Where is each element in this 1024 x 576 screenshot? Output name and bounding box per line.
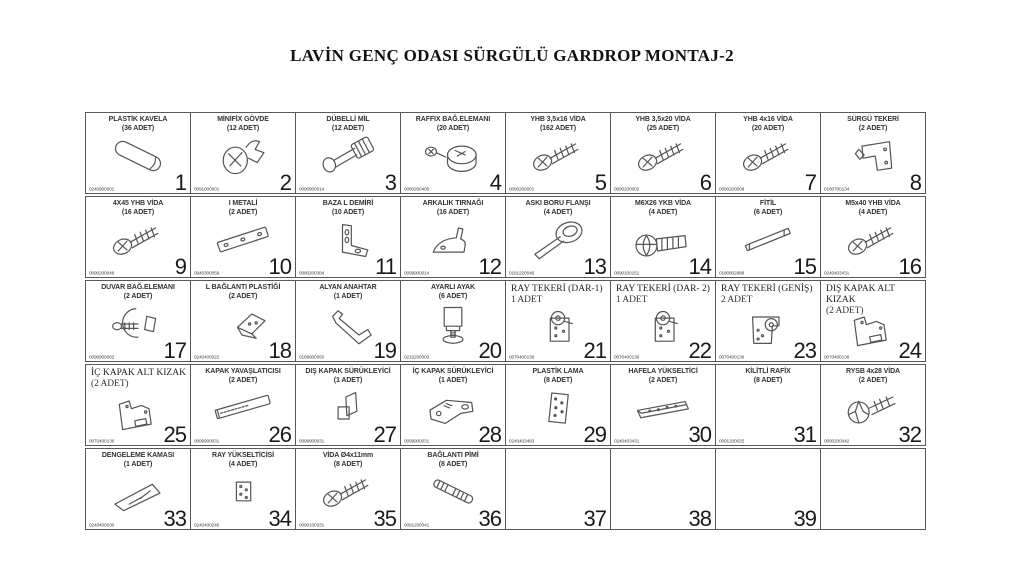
part-name: BAZA L DEMİRİ [322, 200, 374, 207]
cell-number: 5 [594, 170, 606, 195]
part-code: 0240400030 [89, 523, 115, 528]
part-code: 0070400136 [824, 355, 850, 360]
part-cell-30 [610, 364, 716, 446]
cell-number: 26 [268, 422, 291, 447]
part-name: ASKI BORU FLANŞI [525, 200, 591, 207]
part-quantity: (4 ADET) [543, 208, 573, 216]
cell-number: 27 [373, 422, 396, 447]
part-code: 0240400022 [194, 355, 220, 360]
part-name: L BAĞLANTI PLASTİĞİ [205, 284, 281, 291]
part-name: DIŞ KAPAK ALT KIZAK [826, 284, 895, 305]
none-icon [821, 467, 925, 517]
part-code: 0090100331 [299, 523, 325, 528]
part-name: KİLİTLİ RAFİX [745, 368, 791, 375]
part-quantity: (8 ADET) [438, 460, 468, 468]
part-quantity: (6 ADET) [753, 208, 783, 216]
part-quantity: 1 ADET [616, 294, 648, 305]
cell-number: 9 [174, 254, 186, 279]
part-cell-26 [190, 364, 296, 446]
part-name: İÇ KAPAK SÜRÜKLEYİCİ [412, 368, 494, 375]
part-cell-19 [295, 280, 401, 362]
part-cell-28 [400, 364, 506, 446]
part-quantity: (8 ADET) [333, 460, 363, 468]
part-name: 4X45 YHB VİDA [112, 200, 164, 207]
parts-row [85, 112, 926, 194]
part-name: AYARLI AYAK [431, 284, 475, 291]
cell-number: 6 [699, 170, 711, 195]
part-name [611, 449, 715, 452]
part-name [821, 449, 925, 452]
part-cell-4 [400, 112, 506, 194]
part-code: 0070400136 [509, 355, 535, 360]
part-code: 0070400136 [719, 355, 745, 360]
part-cell-25 [85, 364, 191, 446]
part-cell-37 [505, 448, 611, 530]
part-quantity: (1 ADET) [333, 292, 363, 300]
cell-number: 25 [163, 422, 186, 447]
cell-number: 22 [688, 338, 711, 363]
part-quantity: (20 ADET) [751, 124, 785, 132]
part-cell-21 [505, 280, 611, 362]
part-name: KAPAK YAVAŞLATICISI [205, 368, 281, 375]
cell-number: 19 [373, 338, 396, 363]
part-name: DENGELEME KAMASI [101, 452, 175, 459]
part-cell-8 [820, 112, 926, 194]
cell-number: 1 [174, 170, 186, 195]
part-code: 0090200042 [824, 439, 850, 444]
cell-number: 3 [384, 170, 396, 195]
part-quantity: (1 ADET) [333, 376, 363, 384]
part-name: I METALİ [228, 200, 258, 207]
part-quantity: (4 ADET) [858, 208, 888, 216]
part-name [506, 449, 610, 452]
part-code: 0080200384 [299, 271, 325, 276]
part-code: 0070400136 [89, 439, 115, 444]
part-name: BAĞLANTI PİMİ [427, 452, 479, 459]
part-cell-34 [190, 448, 296, 530]
part-code: 0099900014 [404, 271, 430, 276]
page-title: LAVİN GENÇ ODASI SÜRGÜLÜ GARDROP MONTAJ-2 [290, 46, 734, 65]
part-name: YHB 3,5x20 VİDA [635, 116, 691, 123]
cell-number: 8 [909, 170, 921, 195]
part-cell-24 [820, 280, 926, 362]
part-code: 0099900031 [299, 439, 325, 444]
parts-row [85, 196, 926, 278]
cell-number: 18 [268, 338, 291, 363]
part-code: 0090900014 [299, 187, 325, 192]
part-code: 0240400246 [194, 523, 220, 528]
cell-number: 7 [804, 170, 816, 195]
part-code: 0091200025 [719, 439, 745, 444]
part-name: RAFFIX BAĞ.ELEMANI [415, 116, 491, 123]
parts-row [85, 280, 926, 362]
part-quantity: (16 ADET) [436, 208, 470, 216]
part-cell-31 [715, 364, 821, 446]
part-name: VİDA Ø4x11mm [322, 452, 374, 459]
cell-number: 30 [688, 422, 711, 447]
part-code: 0099900031 [194, 439, 220, 444]
part-cell-36 [400, 448, 506, 530]
cell-number: 39 [793, 506, 816, 531]
part-cell-16 [820, 196, 926, 278]
cell-number: 11 [375, 254, 396, 279]
part-cell-38 [610, 448, 716, 530]
part-cell-17 [85, 280, 191, 362]
part-name: DUVAR BAĞ.ELEMANI [101, 284, 175, 291]
part-name: YHB 3,5x16 VİDA [530, 116, 586, 123]
part-code: 0180700134 [824, 187, 850, 192]
part-cell-6 [610, 112, 716, 194]
part-quantity: (2 ADET) [228, 292, 258, 300]
part-quantity: (1 ADET) [123, 460, 153, 468]
cell-number: 34 [268, 506, 291, 531]
part-code: 0090200002 [614, 187, 640, 192]
part-code: 0091200041 [404, 523, 430, 528]
part-name: DIŞ KAPAK SÜRÜKLEYİCİ [305, 368, 391, 375]
part-cell-22 [610, 280, 716, 362]
part-name: YHB 4x16 VİDA [743, 116, 793, 123]
cell-number: 33 [163, 506, 186, 531]
part-cell-39 [715, 448, 821, 530]
part-cell-20 [400, 280, 506, 362]
part-cell-18 [190, 280, 296, 362]
part-quantity: 1 ADET [511, 294, 543, 305]
cell-number: 31 [793, 422, 816, 447]
part-quantity: (2 ADET) [228, 376, 258, 384]
part-cell-15 [715, 196, 821, 278]
cell-number: 24 [898, 338, 921, 363]
part-quantity: (162 ADET) [539, 124, 577, 132]
part-cell-7 [715, 112, 821, 194]
part-cell-10 [190, 196, 296, 278]
part-code: 0090100151 [614, 271, 640, 276]
cell-number: 35 [373, 506, 396, 531]
part-code: 0189900050 [299, 355, 325, 360]
part-cell-5 [505, 112, 611, 194]
part-quantity: 2 ADET [721, 294, 753, 305]
part-cell-13 [505, 196, 611, 278]
part-cell-14 [610, 196, 716, 278]
part-name: PLASTİK KAVELA [108, 116, 168, 123]
part-cell-1 [85, 112, 191, 194]
part-cell-9 [85, 196, 191, 278]
part-code: 0181220046 [509, 271, 535, 276]
part-code: 0099900031 [404, 439, 430, 444]
part-code: 0090200048 [89, 271, 115, 276]
part-code: 0070400136 [614, 355, 640, 360]
part-name: SÜRGÜ TEKERİ [847, 116, 899, 123]
part-name: RAY TEKERİ (DAR- 2) [616, 284, 710, 294]
cell-number: 28 [478, 422, 501, 447]
part-name: HAFELA YÜKSELTİCİ [628, 368, 698, 375]
part-code: 0240403483 [509, 439, 535, 444]
part-code: 0240403431 [824, 271, 850, 276]
part-quantity: (4 ADET) [228, 460, 258, 468]
part-quantity: (4 ADET) [648, 208, 678, 216]
part-quantity: (1 ADET) [438, 376, 468, 384]
part-name: DÜBELLİ MİL [326, 116, 370, 123]
cell-number: 10 [268, 254, 291, 279]
part-quantity: (2 ADET) [858, 376, 888, 384]
part-quantity: (2 ADET) [123, 292, 153, 300]
part-cell-32 [820, 364, 926, 446]
part-cell-23 [715, 280, 821, 362]
part-code: 0240900001 [89, 187, 115, 192]
part-quantity: (6 ADET) [438, 292, 468, 300]
part-cell-12 [400, 196, 506, 278]
part-quantity: (2 ADET) [826, 305, 864, 316]
part-quantity: (2 ADET) [648, 376, 678, 384]
part-name [716, 449, 820, 452]
part-name: ALYAN ANAHTAR [319, 284, 377, 291]
cell-number: 29 [583, 422, 606, 447]
part-name: RYSB 4x28 VİDA [846, 368, 900, 375]
part-cell-27 [295, 364, 401, 446]
part-name: RAY TEKERİ (DAR-1) [511, 284, 603, 294]
part-cell-29 [505, 364, 611, 446]
part-code: 0090200001 [509, 187, 535, 192]
part-name: M5x40 YHB VİDA [845, 200, 901, 207]
part-cell-11 [295, 196, 401, 278]
part-name: RAY YÜKSELTİCİSİ [212, 452, 274, 459]
cell-number: 17 [163, 338, 186, 363]
cell-number: 38 [688, 506, 711, 531]
cell-number: 21 [583, 338, 606, 363]
part-quantity: (25 ADET) [646, 124, 680, 132]
part-cell-2 [190, 112, 296, 194]
part-quantity: (8 ADET) [753, 376, 783, 384]
part-code: 0091000001 [194, 187, 220, 192]
part-quantity: (36 ADET) [121, 124, 155, 132]
part-quantity: (2 ADET) [228, 208, 258, 216]
part-code: 0090200008 [719, 187, 745, 192]
cell-number: 37 [583, 506, 606, 531]
cell-number: 23 [793, 338, 816, 363]
part-quantity: (2 ADET) [91, 378, 129, 389]
part-code: 0210200003 [404, 355, 430, 360]
part-quantity: (2 ADET) [858, 124, 888, 132]
part-cell-35 [295, 448, 401, 530]
part-name: ARKALIK TIRNAĞI [422, 200, 484, 207]
part-quantity: (8 ADET) [543, 376, 573, 384]
cell-number: 2 [279, 170, 291, 195]
cell-number: 36 [478, 506, 501, 531]
part-name: RAY TEKERİ (GENİŞ) [721, 284, 813, 294]
part-name: İÇ KAPAK ALT KIZAK [91, 368, 186, 378]
cell-number: 16 [898, 254, 921, 279]
cell-number: 14 [688, 254, 711, 279]
cell-number: 13 [583, 254, 606, 279]
cell-number: 12 [478, 254, 501, 279]
part-name: M6X26 YKB VİDA [634, 200, 692, 207]
part-quantity: (10 ADET) [331, 208, 365, 216]
parts-grid [85, 112, 926, 532]
cell-number: 4 [489, 170, 501, 195]
parts-row [85, 448, 926, 530]
cell-number: 15 [793, 254, 816, 279]
parts-row [85, 364, 926, 446]
part-cell-blank [820, 448, 926, 530]
part-cell-3 [295, 112, 401, 194]
part-name: FİTİL [759, 200, 777, 207]
part-code: 0180802988 [719, 271, 745, 276]
part-code: 0080200405 [404, 187, 430, 192]
part-quantity: (12 ADET) [226, 124, 260, 132]
part-quantity: (12 ADET) [331, 124, 365, 132]
part-code: 0090900082 [89, 355, 115, 360]
part-quantity: (16 ADET) [121, 208, 155, 216]
part-name: MİNİFİX GÖVDE [217, 116, 269, 123]
part-code: 0240403431 [614, 439, 640, 444]
part-quantity: (20 ADET) [436, 124, 470, 132]
part-cell-33 [85, 448, 191, 530]
cell-number: 32 [898, 422, 921, 447]
cell-number: 20 [478, 338, 501, 363]
part-code: 0940300059 [194, 271, 220, 276]
part-name: PLASTİK LAMA [532, 368, 584, 375]
